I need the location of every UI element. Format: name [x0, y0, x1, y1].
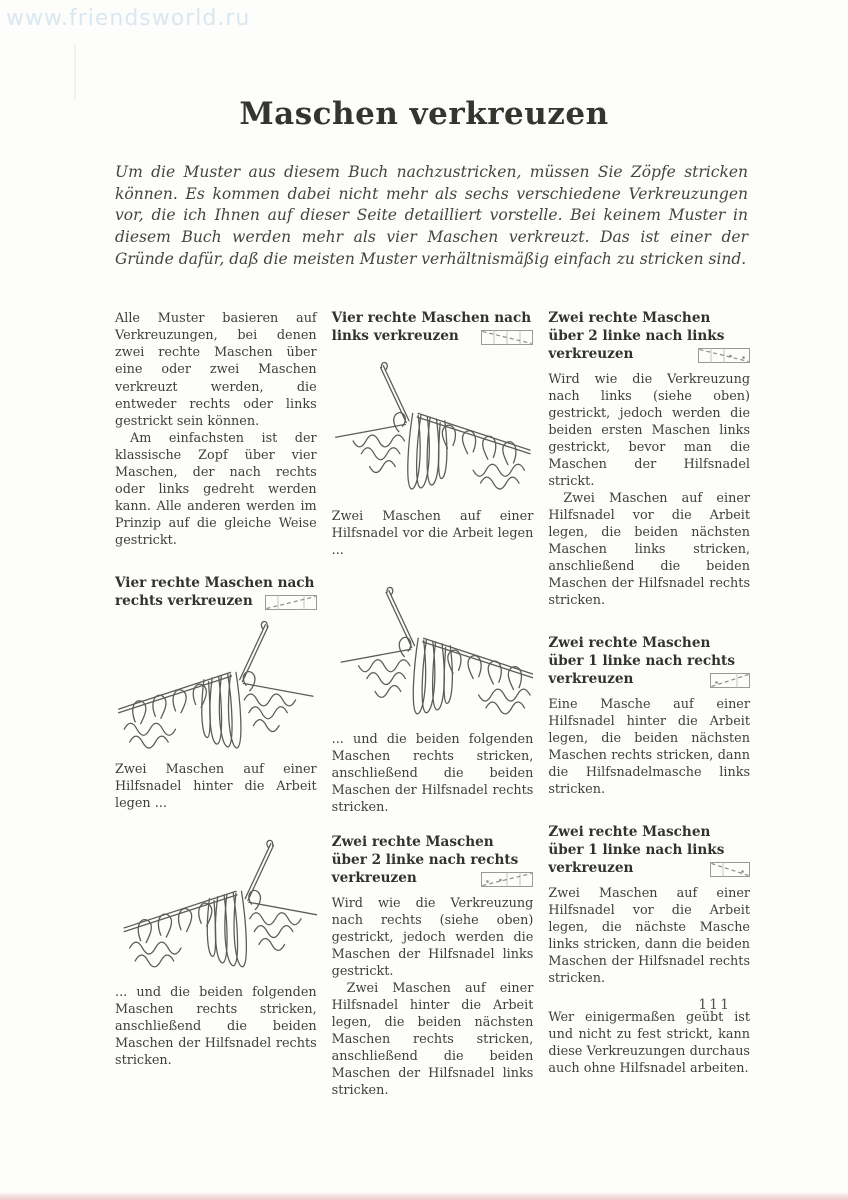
column-3	[548, 310, 750, 1077]
heading-label: Zwei rechte Maschen über 1 linke nach links verkreuzen	[548, 824, 725, 877]
body-paragraph: Wird wie die Verkreuzung nach rechts (siehe oben) gestrickt, jedoch werden die Maschen der Hilfsnadel links gestrickt.	[331, 896, 534, 980]
section-heading	[548, 310, 750, 364]
section-heading	[548, 635, 750, 689]
cable-chart-2-over-1-right-icon	[710, 673, 750, 688]
heading-label: Zwei rechte Maschen über 2 linke nach rechts verkreuzen	[331, 834, 519, 887]
watermark-text: www.friendsworld.ru	[6, 6, 251, 31]
cable-chart-2-over-2-left-icon	[698, 348, 750, 363]
body-paragraph: Wer einigermaßen geübt ist und nicht zu fest strickt, kann diese Verkreuzungen durchaus auch ohne Hilfsnadel arbeiten.	[548, 1010, 751, 1077]
heading-label: Vier rechte Maschen nach rechts verkreuzen	[115, 574, 315, 609]
column-1	[115, 310, 317, 1086]
knitting-illustration	[115, 830, 317, 980]
illustration-caption: ... und die beiden folgenden Maschen rechts stricken, anschließend die beiden Maschen der Hilfsnadel rechts stricken.	[331, 732, 534, 816]
cable-chart-2-over-1-left-icon	[710, 862, 750, 877]
section-heading	[548, 824, 750, 878]
intro-paragraph: Um die Muster aus diesem Buch nachzustricken, müssen Sie Zöpfe stricken können. Es kommen dabei nicht mehr als sechs verschiedene Verkreuzungen vor, die ich Ihnen auf dieser Seite detailliert vorstelle. Bei keinem Muster in diesem Buch werden mehr als vier Maschen verkreuzt. Das ist einer der Gründe dafür, daß die meisten Muster verhältnismäßig einfach zu stricken sind.	[115, 163, 748, 268]
body-paragraph: Zwei Maschen auf einer Hilfsnadel hinter die Arbeit legen, die beiden nächsten Maschen rechts stricken, anschließend die beiden Maschen der Hilfsnadel links stricken.	[331, 981, 534, 1099]
body-paragraph: Zwei Maschen auf einer Hilfsnadel vor die Arbeit legen, die nächste Masche links stricken, dann die beiden Maschen der Hilfsnadel rechts stricken.	[548, 886, 751, 987]
body-paragraph: Eine Masche auf einer Hilfsnadel hinter die Arbeit legen, die beiden nächsten Maschen rechts stricken, dann die Hilfsnadelmasche links stricken.	[548, 697, 751, 798]
three-column-layout	[115, 310, 750, 1099]
cable-chart-4-right-icon	[265, 595, 317, 610]
section-heading	[332, 834, 534, 888]
illustration-caption: Zwei Maschen auf einer Hilfsnadel vor die Arbeit legen ...	[331, 509, 534, 559]
cable-chart-2-over-2-right-icon	[481, 872, 533, 887]
heading-label: Vier rechte Maschen nach links verkreuzen	[331, 310, 532, 345]
page-title: Maschen verkreuzen	[239, 96, 609, 132]
knitting-illustration	[115, 619, 317, 757]
column-2	[332, 310, 534, 1099]
body-paragraph: Alle Muster basieren auf Verkreuzungen, bei denen zwei rechte Maschen über eine oder zwei Maschen verkreuzt werden, die entweder rechts oder links gestrickt sein können.	[115, 311, 317, 429]
heading-label: Zwei rechte Maschen über 1 linke nach rechts verkreuzen	[548, 635, 735, 688]
illustration-caption: Zwei Maschen auf einer Hilfsnadel hinter die Arbeit legen ...	[115, 761, 317, 811]
section-heading	[115, 575, 317, 611]
scan-bottom-tint	[0, 1192, 848, 1200]
cable-chart-4-left-icon	[481, 330, 533, 345]
knitting-illustration	[332, 577, 534, 727]
heading-label: Zwei rechte Maschen über 2 linke nach links verkreuzen	[548, 310, 725, 363]
body-paragraph: Am einfachsten ist der klassische Zopf über vier Maschen, der nach rechts oder links gedreht werden kann. Alle anderen werden im Prinzip auf die gleiche Weise gestrickt.	[115, 430, 317, 548]
section-heading	[332, 310, 534, 346]
scan-artifact	[74, 44, 76, 100]
knitting-illustration	[332, 354, 534, 504]
illustration-caption: ... und die beiden folgenden Maschen rechts stricken, anschließend die beiden Maschen der Hilfsnadel rechts stricken.	[115, 984, 317, 1068]
body-paragraph: Zwei Maschen auf einer Hilfsnadel vor die Arbeit legen, die beiden nächsten Maschen links stricken, anschließend die beiden Maschen der Hilfsnadel rechts stricken.	[548, 491, 751, 609]
body-paragraph: Wird wie die Verkreuzung nach links (siehe oben) gestrickt, jedoch werden die beiden ersten Maschen links gestrickt, bevor man die Maschen der Hilfsnadel strickt.	[548, 372, 751, 490]
page-number: 111	[698, 997, 731, 1013]
